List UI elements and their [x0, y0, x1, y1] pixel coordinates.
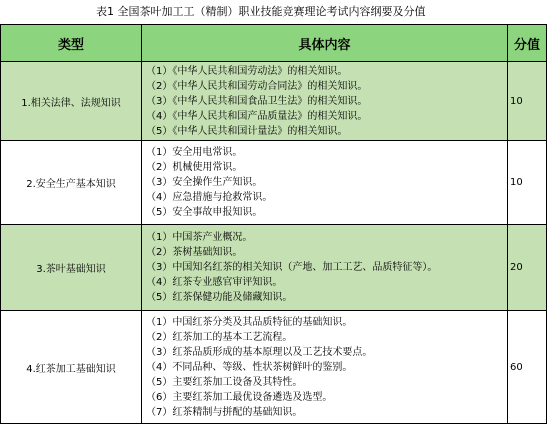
header-type: 类型 [1, 25, 142, 62]
content-item: （7）红茶精制与拼配的基础知识。 [146, 406, 303, 418]
content-item: （1）中国红茶分类及其品质特征的基础知识。 [146, 316, 353, 328]
category-cell: 1.相关法律、法规知识 [1, 62, 142, 141]
table-title: 表1 全国茶叶加工工（精制）职业技能竞赛理论考试内容纲要及分值 [96, 5, 426, 18]
content-item: （2）《中华人民共和国劳动合同法》的相关知识。 [146, 80, 368, 92]
content-cell [142, 141, 508, 225]
category-cell: 2.安全生产基本知识 [1, 141, 142, 225]
header-row [1, 25, 547, 62]
content-item: （6）主要红茶加工最优设备遴选及选型。 [146, 391, 333, 403]
header-content: 具体内容 [142, 25, 508, 62]
header-score: 分值 [508, 25, 547, 62]
content-item: （5）安全事故申报知识。 [146, 207, 263, 218]
content-item: （4）不同品种、等级、性状茶树鲜叶的鉴别。 [146, 361, 353, 373]
content-item: （1）中国茶产业概况。 [146, 232, 253, 243]
content-cell [142, 62, 508, 141]
content-item: （4）《中华人民共和国产品质量法》的相关知识。 [146, 110, 368, 122]
content-item: （3）《中华人民共和国食品卫生法》的相关知识。 [146, 95, 368, 107]
score-cell: 60 [508, 311, 547, 424]
content-cell [142, 225, 508, 311]
content-item: （1）安全用电常识。 [146, 147, 243, 158]
content-item: （4）应急措施与抢救常识。 [146, 192, 273, 203]
content-item: （4）红茶专业感官审评知识。 [146, 277, 283, 288]
content-cell [142, 311, 508, 424]
content-item: （5）《中华人民共和国计量法》的相关知识。 [146, 125, 348, 137]
content-item: （1）《中华人民共和国劳动法》的相关知识。 [146, 65, 348, 77]
table-row [1, 225, 547, 311]
table-row [1, 141, 547, 225]
content-item: （2）茶树基础知识。 [146, 247, 243, 258]
content-item: （3）安全操作生产知识。 [146, 177, 263, 188]
score-cell: 10 [508, 62, 547, 141]
content-item: （5）红茶保健功能及储藏知识。 [146, 292, 293, 303]
table-row [1, 311, 547, 424]
category-cell: 3.茶叶基础知识 [1, 225, 142, 311]
syllabus-table [0, 24, 547, 424]
content-item: （3）红茶品质形成的基本原理以及工艺技术要点。 [146, 346, 373, 358]
content-item: （3）中国知名红茶的相关知识（产地、加工工艺、品质特征等）。 [146, 262, 438, 273]
category-cell: 4.红茶加工基础知识 [1, 311, 142, 424]
content-item: （2）红茶加工的基本工艺流程。 [146, 331, 293, 343]
table-row [1, 62, 547, 141]
content-item: （2）机械使用常识。 [146, 162, 243, 173]
score-cell: 10 [508, 141, 547, 225]
score-cell: 20 [508, 225, 547, 311]
content-item: （5）主要红茶加工设备及其特性。 [146, 376, 303, 388]
